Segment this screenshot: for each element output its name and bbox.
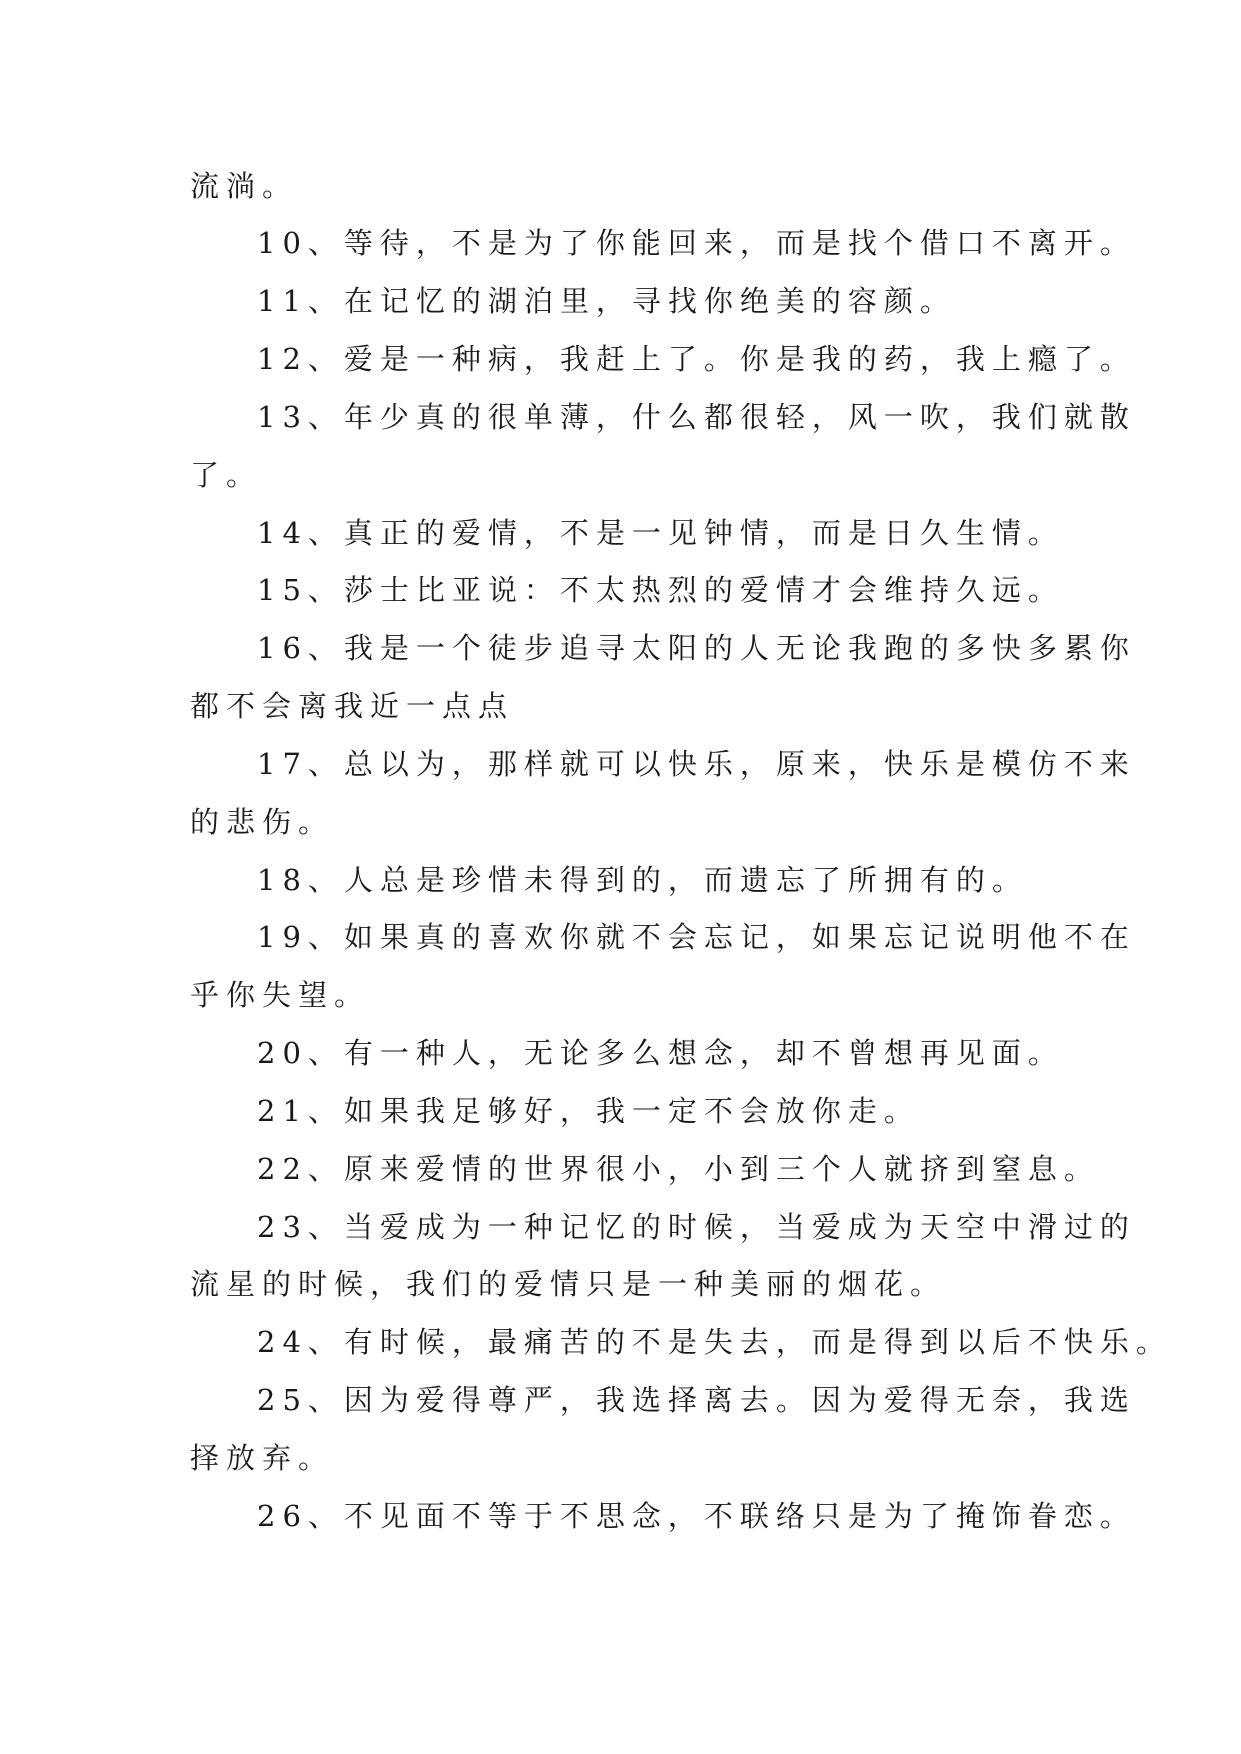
text-line: 的悲伤。	[190, 805, 335, 839]
text-line: 24、有时候，最痛苦的不是失去，而是得到以后不快乐。	[257, 1325, 1172, 1359]
text-line: 11、在记忆的湖泊里，寻找你绝美的容颜。	[257, 284, 956, 318]
text-line: 13、年少真的很单薄，什么都很轻，风一吹，我们就散	[257, 400, 1136, 434]
text-line: 23、当爱成为一种记忆的时候，当爱成为天空中滑过的	[257, 1210, 1136, 1244]
text-line: 25、因为爱得尊严，我选择离去。因为爱得无奈，我选	[257, 1383, 1136, 1417]
text-line: 14、真正的爱情，不是一见钟情，而是日久生情。	[257, 516, 1064, 550]
text-line: 26、不见面不等于不思念，不联络只是为了掩饰眷恋。	[257, 1499, 1136, 1533]
text-line: 15、莎士比亚说：不太热烈的爱情才会维持久远。	[257, 573, 1064, 607]
text-line: 流星的时候，我们的爱情只是一种美丽的烟花。	[190, 1267, 947, 1301]
text-line: 了。	[190, 458, 263, 492]
text-line: 20、有一种人，无论多么想念，却不曾想再见面。	[257, 1036, 1064, 1070]
text-line: 10、等待，不是为了你能回来，而是找个借口不离开。	[257, 226, 1136, 260]
text-line: 19、如果真的喜欢你就不会忘记，如果忘记说明他不在	[257, 920, 1136, 954]
text-line: 流淌。	[190, 169, 299, 203]
text-line: 22、原来爱情的世界很小，小到三个人就挤到窒息。	[257, 1152, 1100, 1186]
text-line: 18、人总是珍惜未得到的，而遗忘了所拥有的。	[257, 863, 1028, 897]
text-line: 16、我是一个徒步追寻太阳的人无论我跑的多快多累你	[257, 631, 1136, 665]
text-line: 择放弃。	[190, 1441, 335, 1475]
text-line: 17、总以为，那样就可以快乐，原来，快乐是模仿不来	[257, 747, 1136, 781]
text-line: 乎你失望。	[190, 978, 371, 1012]
text-line: 12、爱是一种病，我赶上了。你是我的药，我上瘾了。	[257, 342, 1136, 376]
text-line: 21、如果我足够好，我一定不会放你走。	[257, 1094, 920, 1128]
text-line: 都不会离我近一点点	[190, 689, 515, 723]
